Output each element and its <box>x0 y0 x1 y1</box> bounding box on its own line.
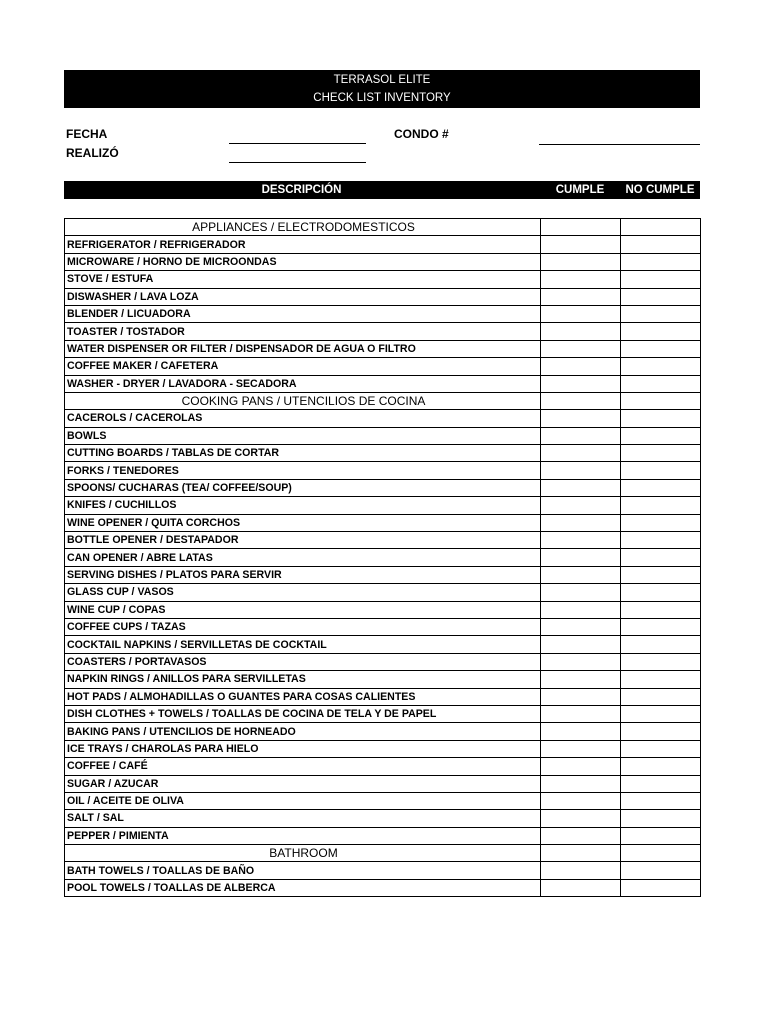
item-description: BOWLS <box>65 427 541 444</box>
title-line-2: CHECK LIST INVENTORY <box>313 92 451 104</box>
item-description: KNIFES / CUCHILLOS <box>65 497 541 514</box>
cumple-cell[interactable] <box>541 340 621 357</box>
table-row <box>65 375 701 392</box>
cumple-cell[interactable] <box>541 688 621 705</box>
table-row <box>65 688 701 705</box>
table-row <box>65 705 701 722</box>
item-description: CACEROLS / CACEROLAS <box>65 410 541 427</box>
table-row <box>65 532 701 549</box>
cumple-cell[interactable] <box>541 618 621 635</box>
no-cumple-cell[interactable] <box>621 288 701 305</box>
table-row <box>65 723 701 740</box>
cumple-cell[interactable] <box>541 375 621 392</box>
table-row <box>65 497 701 514</box>
cumple-cell[interactable] <box>541 827 621 844</box>
cumple-cell[interactable] <box>541 671 621 688</box>
item-description: ICE TRAYS / CHAROLAS PARA HIELO <box>65 740 541 757</box>
document-title-bar <box>64 70 700 108</box>
no-cumple-cell[interactable] <box>621 392 701 409</box>
no-cumple-cell[interactable] <box>621 601 701 618</box>
item-description: CUTTING BOARDS / TABLAS DE CORTAR <box>65 445 541 462</box>
item-description: WINE CUP / COPAS <box>65 601 541 618</box>
item-description: TOASTER / TOSTADOR <box>65 323 541 340</box>
fecha-label: FECHA <box>66 127 108 141</box>
item-description: COFFEE CUPS / TAZAS <box>65 618 541 635</box>
no-cumple-cell[interactable] <box>621 497 701 514</box>
item-description: COFFEE MAKER / CAFETERA <box>65 358 541 375</box>
item-description: NAPKIN RINGS / ANILLOS PARA SERVILLETAS <box>65 671 541 688</box>
item-description: COASTERS / PORTAVASOS <box>65 653 541 670</box>
cumple-cell[interactable] <box>541 410 621 427</box>
table-row <box>65 636 701 653</box>
no-cumple-cell[interactable] <box>621 792 701 809</box>
item-description: SALT / SAL <box>65 810 541 827</box>
item-description: DISH CLOTHES + TOWELS / TOALLAS DE COCINA DE TELA Y DE PAPEL <box>65 705 541 722</box>
no-cumple-cell[interactable] <box>621 358 701 375</box>
no-cumple-cell[interactable] <box>621 236 701 253</box>
cumple-cell[interactable] <box>541 479 621 496</box>
item-description: BAKING PANS / UTENCILIOS DE HORNEADO <box>65 723 541 740</box>
no-cumple-cell[interactable] <box>621 740 701 757</box>
table-row <box>65 288 701 305</box>
item-description: POOL TOWELS / TOALLAS DE ALBERCA <box>65 879 541 896</box>
table-row <box>65 653 701 670</box>
no-cumple-cell[interactable] <box>621 219 701 236</box>
cumple-cell[interactable] <box>541 636 621 653</box>
item-description: WATER DISPENSER OR FILTER / DISPENSADOR DE AGUA O FILTRO <box>65 340 541 357</box>
cumple-cell[interactable] <box>541 653 621 670</box>
table-row <box>65 601 701 618</box>
cumple-cell[interactable] <box>541 497 621 514</box>
table-row <box>65 358 701 375</box>
table-row <box>65 584 701 601</box>
cumple-cell[interactable] <box>541 740 621 757</box>
cumple-cell[interactable] <box>541 514 621 531</box>
no-cumple-cell[interactable] <box>621 584 701 601</box>
cumple-cell[interactable] <box>541 792 621 809</box>
table-row <box>65 445 701 462</box>
cumple-cell[interactable] <box>541 758 621 775</box>
table-row <box>65 462 701 479</box>
no-cumple-cell[interactable] <box>621 549 701 566</box>
cumple-cell[interactable] <box>541 549 621 566</box>
no-cumple-cell[interactable] <box>621 810 701 827</box>
cumple-cell[interactable] <box>541 305 621 322</box>
no-cumple-cell[interactable] <box>621 758 701 775</box>
table-row <box>65 792 701 809</box>
cumple-cell[interactable] <box>541 810 621 827</box>
no-cumple-cell[interactable] <box>621 271 701 288</box>
cumple-cell[interactable] <box>541 219 621 236</box>
table-row <box>65 549 701 566</box>
section-row <box>65 219 701 236</box>
cumple-cell[interactable] <box>541 845 621 862</box>
cumple-cell[interactable] <box>541 253 621 270</box>
no-cumple-cell[interactable] <box>621 845 701 862</box>
no-cumple-cell[interactable] <box>621 566 701 583</box>
item-description: CAN OPENER / ABRE LATAS <box>65 549 541 566</box>
no-cumple-cell[interactable] <box>621 253 701 270</box>
item-description: BATH TOWELS / TOALLAS DE BAÑO <box>65 862 541 879</box>
no-cumple-cell[interactable] <box>621 479 701 496</box>
table-row <box>65 323 701 340</box>
table-row <box>65 775 701 792</box>
table-row <box>65 514 701 531</box>
condo-field[interactable] <box>539 144 700 145</box>
no-cumple-cell[interactable] <box>621 340 701 357</box>
column-no-cumple: NO CUMPLE <box>625 184 695 196</box>
no-cumple-cell[interactable] <box>621 636 701 653</box>
table-row <box>65 810 701 827</box>
title-line-1: TERRASOL ELITE <box>333 74 431 86</box>
cumple-cell[interactable] <box>541 462 621 479</box>
no-cumple-cell[interactable] <box>621 462 701 479</box>
column-cumple: CUMPLE <box>555 184 605 196</box>
condo-label: CONDO # <box>394 127 449 141</box>
cumple-cell[interactable] <box>541 862 621 879</box>
table-row <box>65 827 701 844</box>
table-row <box>65 236 701 253</box>
no-cumple-cell[interactable] <box>621 775 701 792</box>
table-row <box>65 305 701 322</box>
cumple-cell[interactable] <box>541 271 621 288</box>
cumple-cell[interactable] <box>541 566 621 583</box>
table-row <box>65 671 701 688</box>
cumple-cell[interactable] <box>541 705 621 722</box>
no-cumple-cell[interactable] <box>621 688 701 705</box>
item-description: WINE OPENER / QUITA CORCHOS <box>65 514 541 531</box>
no-cumple-cell[interactable] <box>621 862 701 879</box>
item-description: COFFEE / CAFÉ <box>65 758 541 775</box>
table-row <box>65 618 701 635</box>
cumple-cell[interactable] <box>541 288 621 305</box>
no-cumple-cell[interactable] <box>621 305 701 322</box>
cumple-cell[interactable] <box>541 358 621 375</box>
item-description: STOVE / ESTUFA <box>65 271 541 288</box>
cumple-cell[interactable] <box>541 775 621 792</box>
item-description: OIL / ACEITE DE OLIVA <box>65 792 541 809</box>
table-row <box>65 740 701 757</box>
no-cumple-cell[interactable] <box>621 410 701 427</box>
section-title: COOKING PANS / UTENCILIOS DE COCINA <box>65 392 541 409</box>
table-row <box>65 410 701 427</box>
no-cumple-cell[interactable] <box>621 705 701 722</box>
cumple-cell[interactable] <box>541 879 621 896</box>
table-row <box>65 479 701 496</box>
item-description: BOTTLE OPENER / DESTAPADOR <box>65 532 541 549</box>
no-cumple-cell[interactable] <box>621 323 701 340</box>
realizo-label: REALIZÓ <box>66 146 119 160</box>
item-description: FORKS / TENEDORES <box>65 462 541 479</box>
cumple-cell[interactable] <box>541 445 621 462</box>
section-row <box>65 392 701 409</box>
section-title: APPLIANCES / ELECTRODOMESTICOS <box>65 219 541 236</box>
item-description: HOT PADS / ALMOHADILLAS O GUANTES PARA COSAS CALIENTES <box>65 688 541 705</box>
cumple-cell[interactable] <box>541 392 621 409</box>
item-description: SPOONS/ CUCHARAS (TEA/ COFFEE/SOUP) <box>65 479 541 496</box>
item-description: SERVING DISHES / PLATOS PARA SERVIR <box>65 566 541 583</box>
no-cumple-cell[interactable] <box>621 618 701 635</box>
table-row <box>65 271 701 288</box>
cumple-cell[interactable] <box>541 601 621 618</box>
no-cumple-cell[interactable] <box>621 514 701 531</box>
no-cumple-cell[interactable] <box>621 723 701 740</box>
item-description: SUGAR / AZUCAR <box>65 775 541 792</box>
table-row <box>65 427 701 444</box>
section-row <box>65 845 701 862</box>
cumple-cell[interactable] <box>541 427 621 444</box>
item-description: DISWASHER / LAVA LOZA <box>65 288 541 305</box>
table-row <box>65 758 701 775</box>
no-cumple-cell[interactable] <box>621 375 701 392</box>
table-row <box>65 566 701 583</box>
no-cumple-cell[interactable] <box>621 532 701 549</box>
item-description: MICROWARE / HORNO DE MICROONDAS <box>65 253 541 270</box>
no-cumple-cell[interactable] <box>621 879 701 896</box>
cumple-cell[interactable] <box>541 532 621 549</box>
realizo-field[interactable] <box>229 162 366 163</box>
table-row <box>65 879 701 896</box>
section-title: BATHROOM <box>65 845 541 862</box>
no-cumple-cell[interactable] <box>621 427 701 444</box>
no-cumple-cell[interactable] <box>621 653 701 670</box>
table-row <box>65 862 701 879</box>
cumple-cell[interactable] <box>541 723 621 740</box>
item-description: COCKTAIL NAPKINS / SERVILLETAS DE COCKTAIL <box>65 636 541 653</box>
item-description: REFRIGERATOR / REFRIGERADOR <box>65 236 541 253</box>
item-description: BLENDER / LICUADORA <box>65 305 541 322</box>
no-cumple-cell[interactable] <box>621 445 701 462</box>
inventory-table <box>64 218 701 897</box>
column-header-bar <box>64 181 700 199</box>
fecha-field[interactable] <box>229 143 366 144</box>
table-row <box>65 253 701 270</box>
item-description: GLASS CUP / VASOS <box>65 584 541 601</box>
cumple-cell[interactable] <box>541 584 621 601</box>
column-description: DESCRIPCIÓN <box>261 184 342 196</box>
item-description: PEPPER / PIMIENTA <box>65 827 541 844</box>
no-cumple-cell[interactable] <box>621 827 701 844</box>
cumple-cell[interactable] <box>541 323 621 340</box>
item-description: WASHER - DRYER / LAVADORA - SECADORA <box>65 375 541 392</box>
table-row <box>65 340 701 357</box>
cumple-cell[interactable] <box>541 236 621 253</box>
no-cumple-cell[interactable] <box>621 671 701 688</box>
